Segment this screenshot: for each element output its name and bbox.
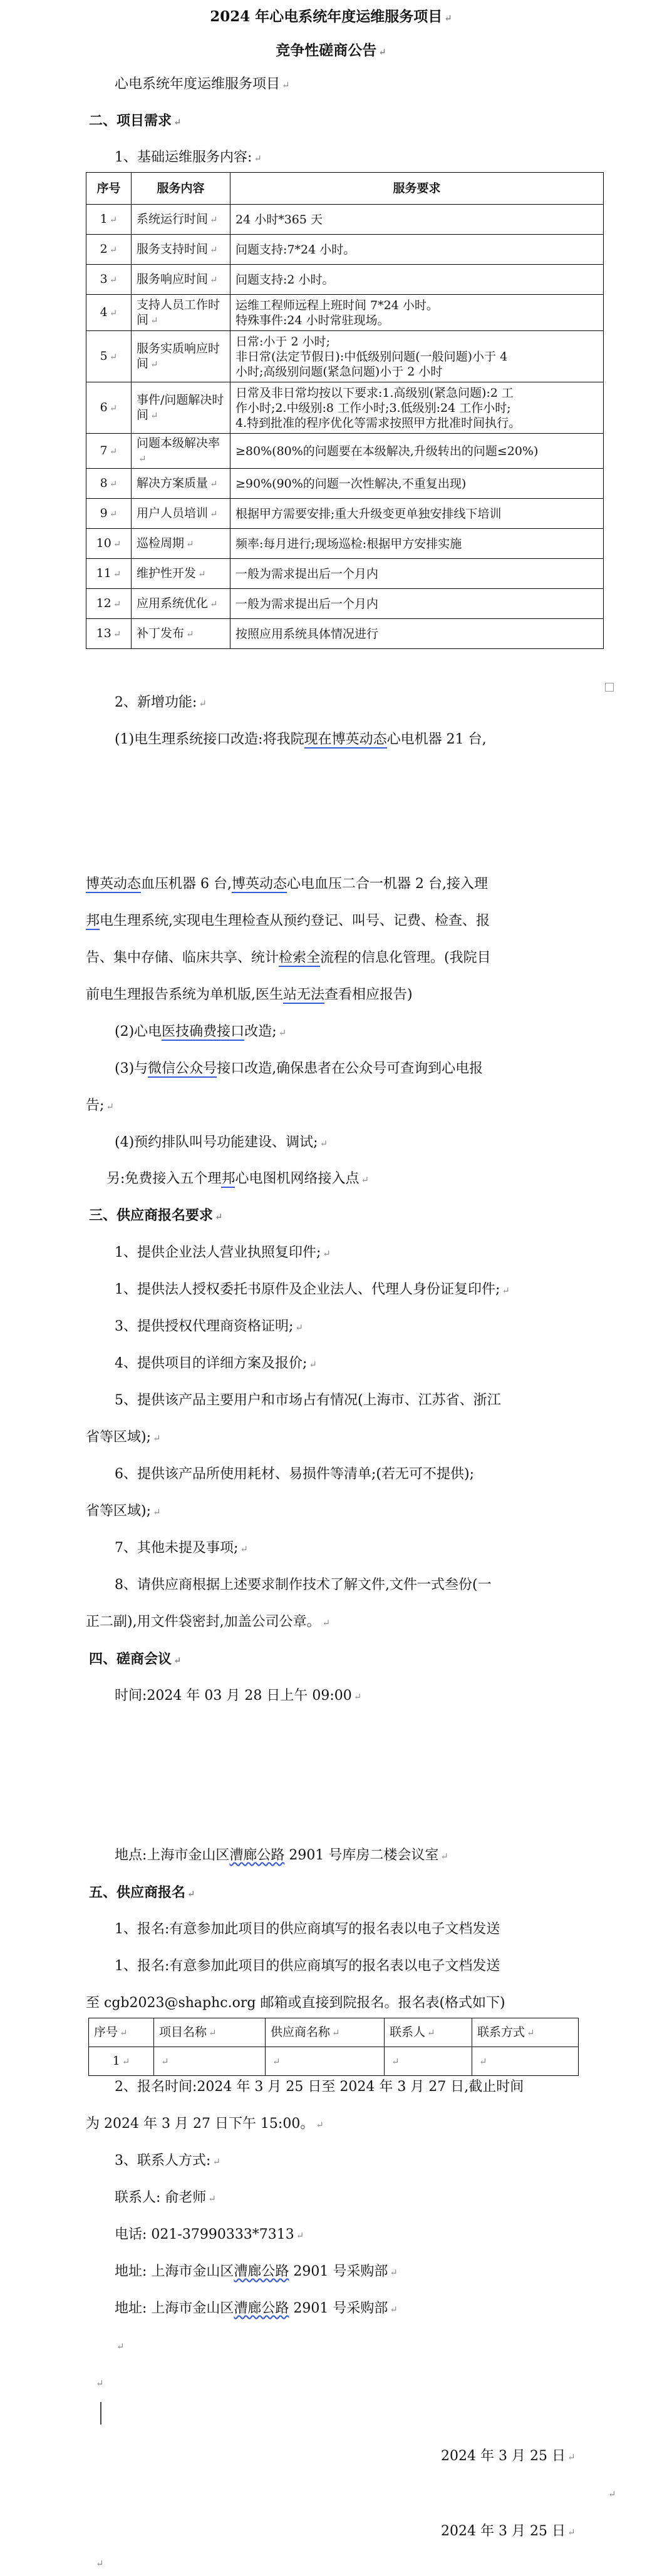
- table-row: [86, 469, 604, 499]
- requirement-5-line1: 5、提供该产品主要用户和市场占有情况(上海市、江苏省、浙江: [115, 1393, 501, 1408]
- requirement-text: 根据甲方需要安排;重大升级变更单独安排线下培训: [235, 506, 502, 521]
- requirement-text: 频率:每月进行;现场巡检:根据甲方安排实施: [235, 536, 462, 551]
- requirement-text: 4.特到批准的程序优化等需求按照甲方批准时间执行。: [235, 416, 521, 430]
- reg-cell-no[interactable]: 1 ↵: [89, 2047, 154, 2076]
- row-item: 服务响应时间 ↵: [132, 265, 230, 295]
- table-row: [86, 205, 604, 235]
- section-4-heading: 四、磋商会议 ↵: [89, 1651, 182, 1667]
- row-requirement: [230, 529, 604, 559]
- section-2-heading: 二、项目需求 ↵: [89, 113, 182, 129]
- table-row: [86, 382, 604, 434]
- requirement-text: 小时;高级别问题(紧急问题)小于 2 小时: [235, 364, 443, 379]
- new-feature-4: (4)预约排队叫号功能建设、调试; ↵: [115, 1135, 328, 1150]
- requirement-8-line1: 8、请供应商根据上述要求制作技术了解文件,文件一式叁份(一: [115, 1577, 492, 1593]
- section-2-1-heading: 1、基础运维服务内容: ↵: [115, 150, 262, 165]
- requirement-text: 特殊事件:24 小时常驻现场。: [235, 313, 390, 327]
- registration-table-row: [89, 2047, 579, 2076]
- contact-person: 联系人: 俞老师 ↵: [115, 2190, 216, 2205]
- new-feature-3-line1: (3)与微信公众号接口改造,确保患者在公众号可查询到心电报: [115, 1061, 484, 1076]
- requirement-6-line2: 省等区域); ↵: [86, 1503, 161, 1519]
- requirement-text: 日常:小于 2 小时;: [235, 334, 330, 349]
- row-no: 9 ↵: [86, 499, 132, 529]
- row-item: 服务实质响应时间 ↵: [132, 331, 230, 382]
- empty-paragraph-1: ↵: [116, 2341, 125, 2352]
- row-no: 13 ↵: [86, 619, 132, 649]
- reg-header-project: 项目名称 ↵: [154, 2018, 266, 2047]
- row-requirement: [230, 589, 604, 619]
- row-requirement: [230, 499, 604, 529]
- requirement-text: ≥80%(80%的问题要在本级解决,升级转出的问题≤20%): [235, 444, 539, 458]
- requirement-5-line2: 省等区域); ↵: [86, 1429, 161, 1445]
- deadline-line2: 为 2024 年 3 月 27 日下午 15:00。 ↵: [86, 2116, 324, 2132]
- table-row: [86, 434, 604, 469]
- new-feature-1-line1: (1)电生理系统接口改造:将我院现在博英动态心电机器 21 台,: [115, 732, 487, 747]
- registration-table: [88, 2018, 579, 2076]
- requirement-text: 按照应用系统具体情况进行: [235, 626, 379, 641]
- row-no: 12 ↵: [86, 589, 132, 619]
- requirement-text: 问题支持:7*24 小时。: [235, 242, 356, 257]
- requirement-4: 4、提供项目的详细方案及报价; ↵: [115, 1356, 317, 1371]
- reg-cell-contact[interactable]: ↵: [385, 2047, 472, 2076]
- reg-header-supplier: 供应商名称 ↵: [266, 2018, 385, 2047]
- deadline-line1: 2、报名时间:2024 年 3 月 25 日至 2024 年 3 月 27 日,截止时间: [115, 2079, 524, 2095]
- row-item: 补丁发布 ↵: [132, 619, 230, 649]
- row-no: 4 ↵: [86, 295, 132, 331]
- extra-note: 另:免费接入五个理邦心电图机网络接入点 ↵: [106, 1171, 370, 1187]
- empty-paragraph-3: ↵: [608, 2488, 616, 2500]
- table-row: [86, 331, 604, 382]
- table-row: [86, 295, 604, 331]
- requirement-text: ≥90%(90%的问题一次性解决,不重复出现): [235, 476, 467, 491]
- meeting-place: 地点:上海市金山区漕廊公路 2901 号库房二楼会议室 ↵: [115, 1848, 448, 1863]
- doc-subtitle: 竞争性磋商公告 ↵: [276, 42, 386, 59]
- row-item: 巡检周期 ↵: [132, 529, 230, 559]
- registration-2-line2: 至 cgb2023@shaphc.org 邮箱或直接到院报名。报名表(格式如下): [86, 1995, 505, 2011]
- empty-paragraph-4: ↵: [96, 2558, 104, 2569]
- row-requirement: [230, 434, 604, 469]
- registration-table-header: [89, 2018, 579, 2047]
- row-item: 支持人员工作时间 ↵: [132, 295, 230, 331]
- new-feature-1-line5: 前电生理报告系统为单机版,医生站无法查看相应报告): [86, 987, 413, 1003]
- row-requirement: [230, 619, 604, 649]
- requirement-7: 7、其他未提及事项; ↵: [115, 1540, 248, 1556]
- row-no: 10 ↵: [86, 529, 132, 559]
- new-feature-3-line2: 告; ↵: [86, 1098, 114, 1113]
- signature-date-2: 2024 年 3 月 25 日 ↵: [441, 2523, 576, 2539]
- contact-heading: 3、联系人方式: ↵: [115, 2153, 220, 2169]
- requirement-text: 日常及非日常均按以下要求:1.高级别(紧急问题):2 工: [235, 386, 514, 400]
- table-resize-handle[interactable]: [605, 683, 614, 692]
- requirement-3: 3、提供授权代理商资格证明; ↵: [115, 1319, 303, 1334]
- header-no: 序号: [86, 173, 132, 205]
- table-row: [86, 589, 604, 619]
- new-feature-1-line4: 告、集中存储、临床共享、统计检索全流程的信息化管理。(我院目: [86, 950, 491, 966]
- requirement-text: 非日常(法定节假日):中低级别问题(一般问题)小于 4: [235, 349, 508, 364]
- table-row: [86, 529, 604, 559]
- row-no: 2 ↵: [86, 235, 132, 265]
- row-no: 11 ↵: [86, 559, 132, 589]
- requirement-text: 运维工程师远程上班时间 7*24 小时。: [235, 298, 438, 312]
- requirement-6-line1: 6、提供该产品所使用耗材、易损件等清单;(若无可不提供);: [115, 1466, 474, 1482]
- registration-1: 1、报名:有意参加此项目的供应商填写的报名表以电子文档发送: [115, 1921, 500, 1937]
- row-item: 维护性开发 ↵: [132, 559, 230, 589]
- row-requirement: [230, 235, 604, 265]
- row-no: 1 ↵: [86, 205, 132, 235]
- row-requirement: [230, 559, 604, 589]
- row-no: 6 ↵: [86, 382, 132, 434]
- row-requirement: [230, 331, 604, 382]
- row-item: 应用系统优化 ↵: [132, 589, 230, 619]
- section-3-heading: 三、供应商报名要求 ↵: [89, 1207, 223, 1224]
- new-feature-2: (2)心电医技确费接口改造; ↵: [115, 1024, 287, 1040]
- row-no: 8 ↵: [86, 469, 132, 499]
- doc-title: 2024 年心电系统年度运维服务项目 ↵: [210, 8, 452, 25]
- service-table-header: [86, 173, 604, 205]
- contact-address-1: 地址: 上海市金山区漕廊公路 2901 号采购部 ↵: [115, 2264, 398, 2279]
- empty-paragraph-2: ↵: [96, 2378, 104, 2389]
- table-row: [86, 235, 604, 265]
- reg-header-contact: 联系人 ↵: [385, 2018, 472, 2047]
- new-feature-1-line3: 邦电生理系统,实现电生理检查从预约登记、叫号、记费、检查、报: [86, 913, 490, 929]
- contact-phone: 电话: 021-37990333*7313 ↵: [115, 2227, 304, 2242]
- requirement-text: 一般为需求提出后一个月内: [235, 566, 379, 581]
- registration-2-line1: 1、报名:有意参加此项目的供应商填写的报名表以电子文档发送: [115, 1958, 500, 1974]
- row-no: 3 ↵: [86, 265, 132, 295]
- contact-address-2: 地址: 上海市金山区漕廊公路 2901 号采购部 ↵: [115, 2301, 398, 2316]
- table-row: [86, 619, 604, 649]
- row-item: 用户人员培训 ↵: [132, 499, 230, 529]
- new-feature-1-line2: 博英动态血压机器 6 台,博英动态心电血压二合一机器 2 台,接入理: [86, 876, 488, 892]
- row-item: 问题本级解决率↵: [132, 434, 230, 469]
- row-item: 解决方案质量 ↵: [132, 469, 230, 499]
- row-item: 服务支持时间 ↵: [132, 235, 230, 265]
- requirement-1: 1、提供企业法人营业执照复印件; ↵: [115, 1245, 331, 1260]
- row-item: 系统运行时间 ↵: [132, 205, 230, 235]
- table-row: [86, 559, 604, 589]
- signature-date-1: 2024 年 3 月 25 日 ↵: [441, 2448, 576, 2464]
- row-requirement: [230, 382, 604, 434]
- reg-header-no: 序号 ↵: [89, 2018, 154, 2047]
- header-item: 服务内容: [132, 173, 230, 205]
- text-cursor: [100, 2402, 101, 2425]
- requirement-2: 1、提供法人授权委托书原件及企业法人、代理人身份证复印件; ↵: [115, 1282, 510, 1297]
- row-requirement: [230, 205, 604, 235]
- row-item: 事件/问题解决时间 ↵: [132, 382, 230, 434]
- table-row: [86, 499, 604, 529]
- requirement-text: 一般为需求提出后一个月内: [235, 596, 379, 611]
- table-row: [86, 265, 604, 295]
- row-no: 5 ↵: [86, 331, 132, 382]
- requirement-8-line2: 正二副),用文件袋密封,加盖公司公章。 ↵: [86, 1614, 331, 1630]
- requirement-text: 问题支持:2 小时。: [235, 272, 334, 287]
- row-requirement: [230, 265, 604, 295]
- row-requirement: [230, 469, 604, 499]
- section-5-heading: 五、供应商报名 ↵: [89, 1884, 195, 1901]
- project-name: 心电系统年度运维服务项目 ↵: [115, 76, 290, 92]
- row-requirement: [230, 295, 604, 331]
- reg-cell-project[interactable]: ↵: [154, 2047, 266, 2076]
- row-no: 7 ↵: [86, 434, 132, 469]
- service-table: [86, 172, 604, 649]
- meeting-time: 时间:2024 年 03 月 28 日上午 09:00 ↵: [115, 1688, 362, 1704]
- requirement-text: 24 小时*365 天: [235, 212, 323, 227]
- reg-cell-supplier[interactable]: ↵: [266, 2047, 385, 2076]
- reg-cell-phone[interactable]: ↵: [472, 2047, 579, 2076]
- section-2-2-heading: 2、新增功能: ↵: [115, 695, 207, 710]
- reg-header-phone: 联系方式 ↵: [472, 2018, 579, 2047]
- requirement-text: 作小时;2.中级别:8 工作小时;3.低级别:24 工作小时;: [235, 401, 511, 415]
- header-req: 服务要求: [230, 173, 604, 205]
